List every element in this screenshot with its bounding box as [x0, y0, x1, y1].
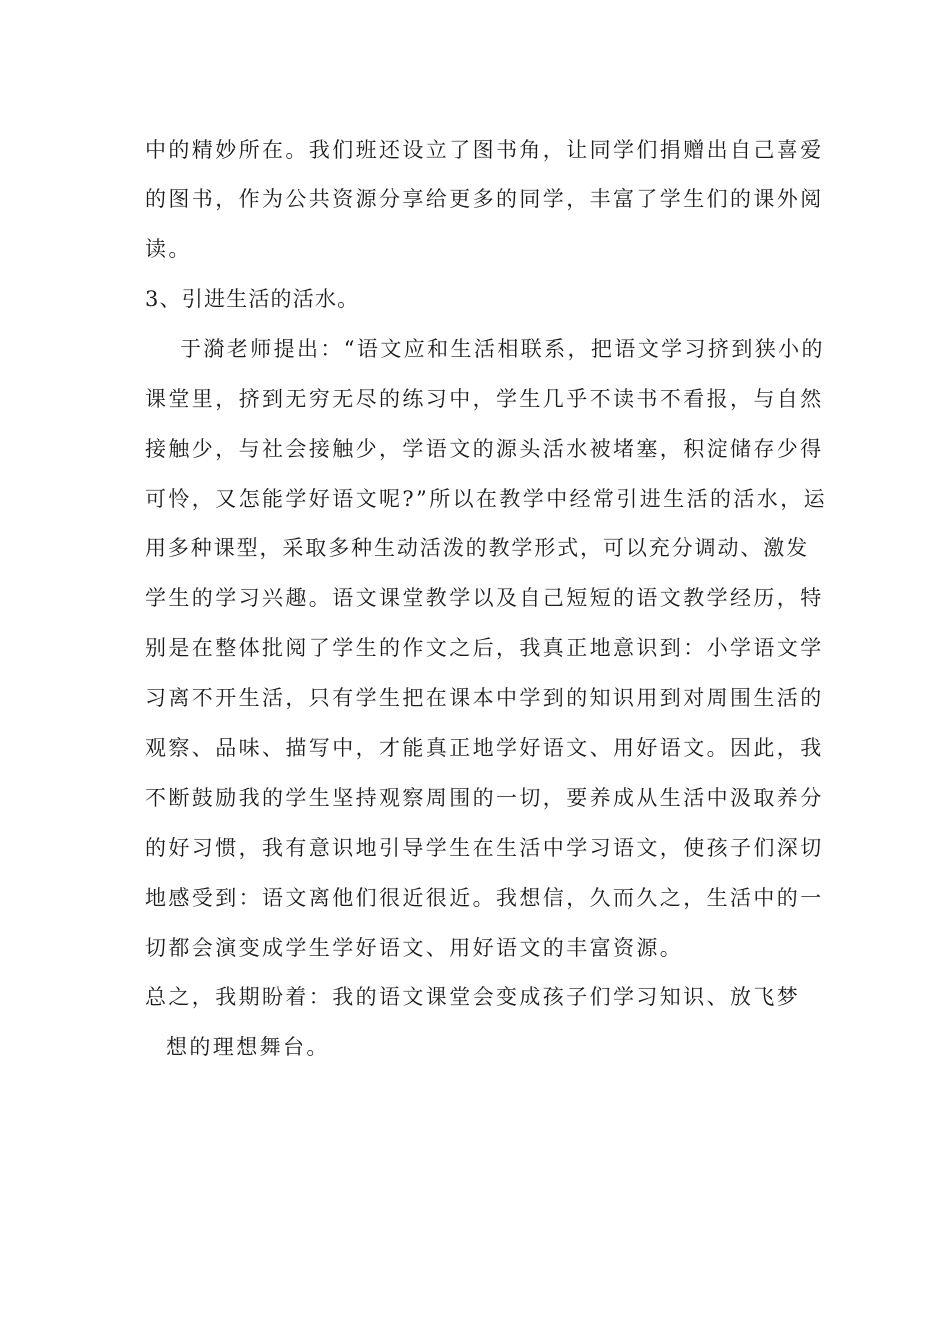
text-line: 的图书，作为公共资源分享给更多的同学，丰富了学生们的课外阅 — [145, 187, 824, 211]
text-line: 学生的学习兴趣。语文课堂教学以及自己短短的语文教学经历，特 — [145, 586, 824, 610]
text-line: 地感受到：语文离他们很近很近。我想信，久而久之，生活中的一 — [145, 886, 824, 910]
text-line: 的好习惯，我有意识地引导学生在生活中学习语文，使孩子们深切 — [145, 836, 824, 860]
text-line: 课堂里，挤到无穷无尽的练习中，学生几乎不读书不看报，与自然 — [145, 387, 824, 411]
text-line: 读。 — [145, 237, 192, 261]
section-heading: 3、引进生活的活水。 — [145, 287, 360, 311]
text-line: 想的理想舞台。 — [166, 1035, 330, 1059]
text-line: 切都会演变成学生学好语文、用好语文的丰富资源。 — [145, 936, 684, 960]
text-line: 总之，我期盼着：我的语文课堂会变成孩子们学习知识、放飞梦 — [145, 985, 801, 1009]
text-line: 别是在整体批阅了学生的作文之后，我真正地意识到：小学语文学 — [145, 636, 824, 660]
text-line: 可怜，又怎能学好语文呢?”所以在教学中经常引进生活的活水，运 — [145, 487, 827, 511]
text-line: 观察、品味、描写中，才能真正地学好语文、用好语文。因此，我 — [145, 736, 824, 760]
text-line: 于漪老师提出：“语文应和生活相联系，把语文学习挤到狭小的 — [180, 337, 825, 361]
text-line: 不断鼓励我的学生坚持观察周围的一切，要养成从生活中汲取养分 — [145, 786, 824, 810]
text-line: 习离不开生活，只有学生把在课本中学到的知识用到对周围生活的 — [145, 686, 824, 710]
text-line: 接触少，与社会接触少，学语文的源头活水被堵塞，积淀储存少得 — [145, 437, 824, 461]
text-line: 中的精妙所在。我们班还设立了图书角，让同学们捐赠出自己喜爱 — [145, 138, 824, 162]
text-line: 用多种课型，采取多种生动活泼的教学形式，可以充分调动、激发 — [145, 536, 810, 560]
